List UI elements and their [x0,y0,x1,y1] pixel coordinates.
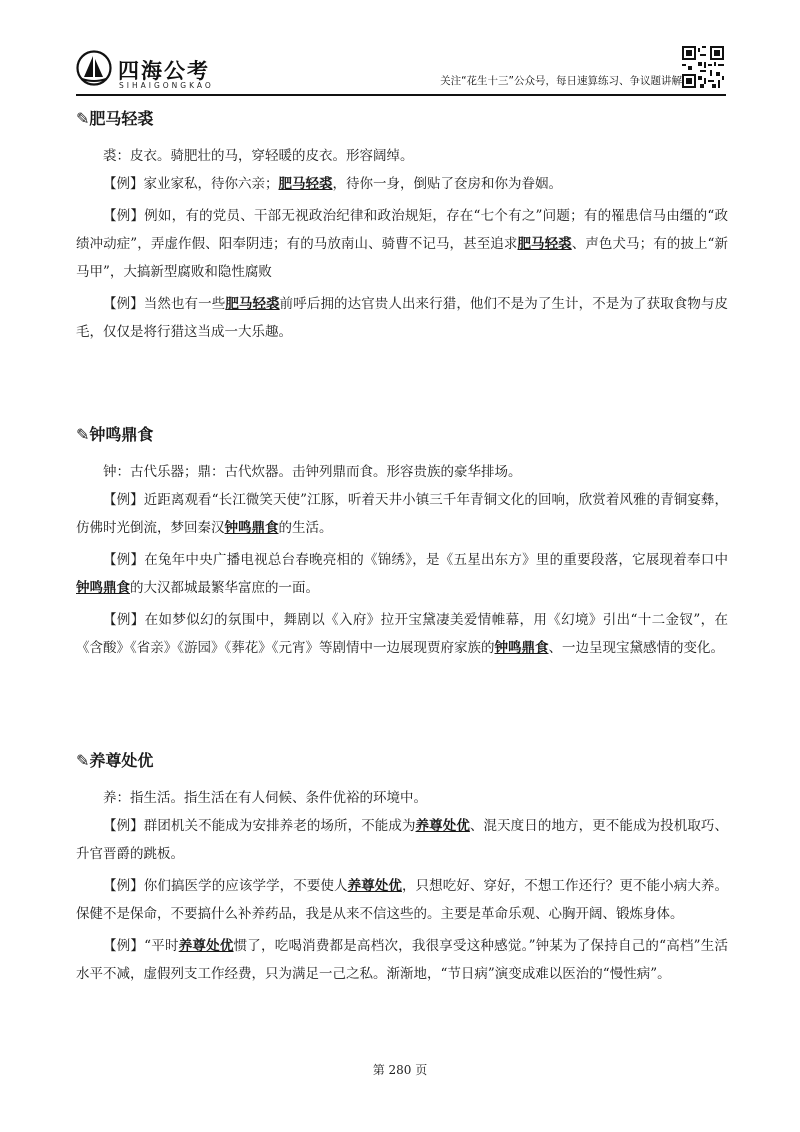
sailboat-logo-icon [76,50,112,86]
idiom-title: ✎肥马轻裘 [76,109,154,128]
idiom-definition: 养：指生活。指生活在有人伺候、条件优裕的环境中。 [103,790,427,806]
example-paragraph: 【例】群团机关不能成为安排养老的场所，不能成为养尊处优、混天度日的地方，更不能成为投机取巧、升官晋爵的跳板。 [76,818,729,862]
page-number: 第 280 页 [372,1063,428,1077]
idiom-section [76,420,728,662]
idiom-definition: 钟：古代乐器；鼎：古代炊器。击钟列鼎而食。形容贵族的豪华排场。 [103,464,522,480]
follow-notice: 关注“花生十三”公众号，每日速算练习、争议题讲解 [440,75,682,87]
idiom-title: ✎养尊处优 [76,751,154,770]
idiom-highlight: 养尊处优 [415,818,470,834]
example-paragraph: 【例】你们搞医学的应该学学，不要使人养尊处优，只想吃好、穿好，不想工作还行？更不能小病大养。保健不是保命，不要搞什么补养药品，我是从来不信这些的。主要是革命乐观、心胸开阔、锻炼身体。 [76,878,729,922]
idiom-section [76,746,728,988]
example-paragraph: 【例】当然也有一些肥马轻裘前呼后拥的达官贵人出来行猎，他们不是为了生计，不是为了获取食物与皮毛，仅仅是将行猎这当成一大乐趣。 [76,296,729,340]
idiom-highlight: 肥马轻裘 [517,236,572,252]
idiom-highlight: 养尊处优 [178,938,234,954]
idiom-highlight: 肥马轻裘 [278,176,333,192]
example-paragraph: 【例】近距离观看“长江微笑天使”江豚，听着天井小镇三千年青铜文化的回响，欣赏着风雅的青铜宴彝，仿佛时光倒流，梦回秦汉钟鸣鼎食的生活。 [76,492,728,536]
page-header [0,0,800,100]
idiom-section [76,104,728,346]
example-paragraph: 【例】“平时养尊处优惯了，吃喝消费都是高档次，我很享受这种感觉。”钟某为了保持自己的“高档”生活水平不减，虚假列支工作经费，只为满足一己之私。渐渐地，“节日病”演变成难以医治的“慢性病”。 [76,938,729,982]
idiom-highlight: 钟鸣鼎食 [224,520,279,536]
page-content [76,104,728,988]
idiom-definition: 裘：皮衣。骑肥壮的马，穿轻暖的皮衣。形容阔绰。 [103,148,414,164]
idiom-highlight: 养尊处优 [347,878,402,894]
qr-code-icon [682,46,724,88]
idiom-highlight: 肥马轻裘 [225,296,280,312]
idiom-highlight: 钟鸣鼎食 [494,640,549,656]
brand-subtitle: SIHAIGONGKAO [119,81,214,90]
example-paragraph: 【例】家业家私，待你六亲；肥马轻裘，待你一身，倒贴了奁房和你为眷姻。 [103,176,562,192]
brand-name: 四海公考 [118,59,210,83]
example-paragraph: 【例】在如梦似幻的氛围中，舞剧以《入府》拉开宝黛凄美爱情帷幕，用《幻境》引出“十二金钗”，在《含酸》《省亲》《游园》《葬花》《元宵》等剧情中一边展现贾府家族的钟鸣鼎食、一边呈现宝黛感情的变化。 [76,612,728,656]
idiom-title: ✎钟鸣鼎食 [76,425,154,444]
idiom-highlight: 钟鸣鼎食 [76,580,130,596]
header-divider [76,94,726,96]
example-paragraph: 【例】在兔年中央广播电视总台春晚亮相的《锦绣》，是《五星出东方》里的重要段落，它展现着奉口中钟鸣鼎食的大汉都城最繁华富庶的一面。 [76,552,728,596]
example-paragraph: 【例】例如，有的党员、干部无视政治纪律和政治规矩，存在“七个有之”问题；有的罹患信马由缰的“政绩冲动症”，弄虚作假、阳奉阴违；有的马放南山、骑曹不记马，甚至追求肥马轻裘、声色犬马；有的披上“新马甲”，大搞新型腐败和隐性腐败 [76,208,728,280]
